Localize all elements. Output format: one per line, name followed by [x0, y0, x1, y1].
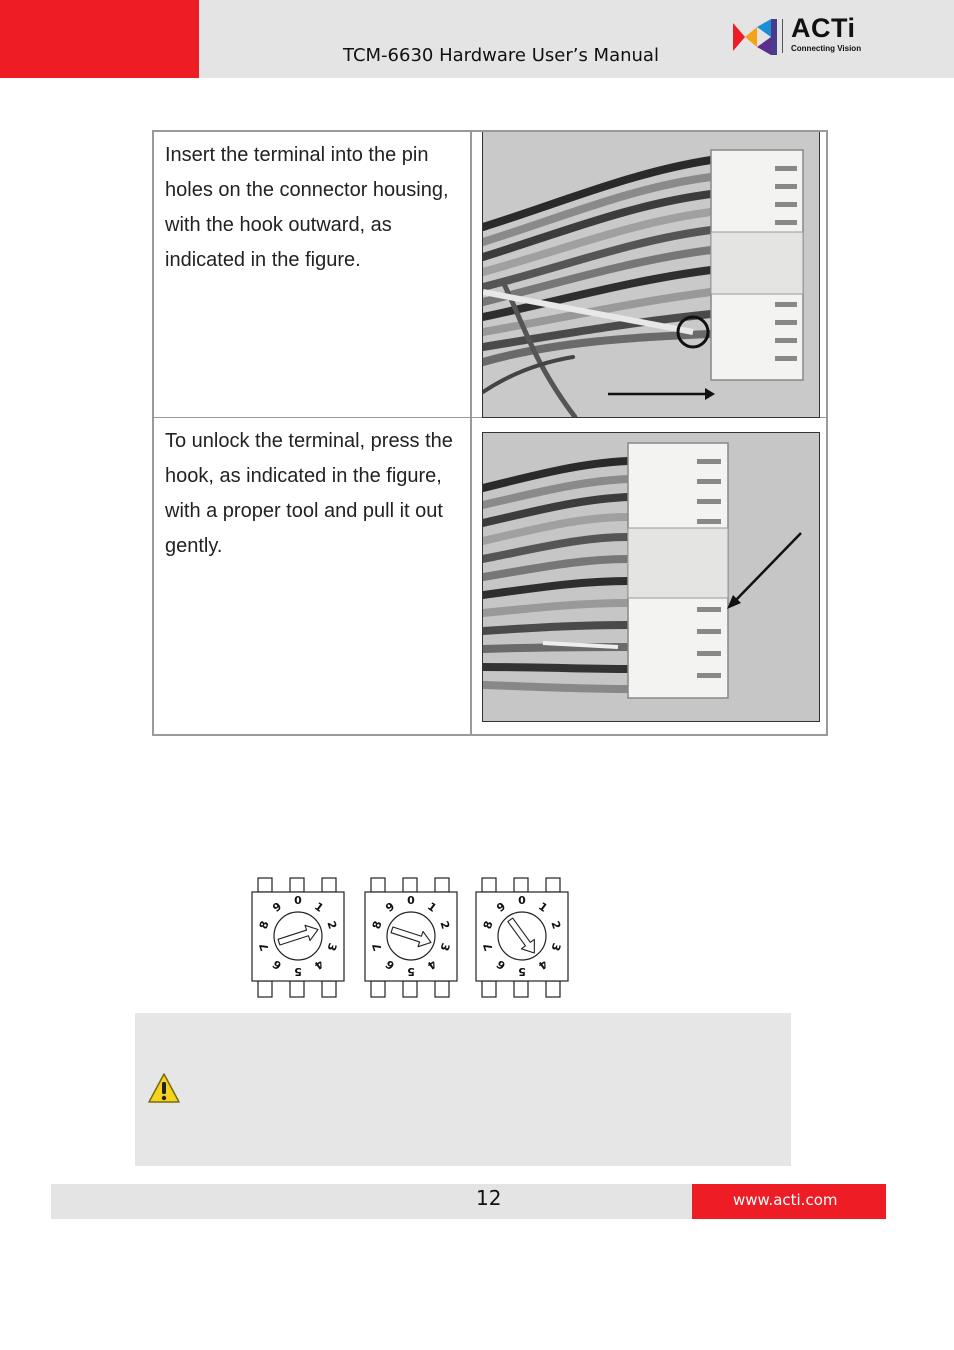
- table-row: [154, 418, 826, 734]
- switch-digit: 2: [548, 919, 564, 931]
- header-red-block: [0, 0, 199, 78]
- switch-digit: 1: [311, 899, 326, 915]
- rotary-switch: [252, 878, 344, 997]
- switch-digit: 4: [311, 957, 326, 973]
- switch-digit: 7: [369, 941, 385, 953]
- switch-digit: 6: [383, 957, 398, 973]
- switch-pin: [322, 981, 336, 997]
- switch-digit: 1: [424, 899, 439, 915]
- switch-digit: 0: [294, 894, 302, 907]
- switch-digit: 4: [535, 957, 550, 973]
- rotary-switch: [365, 878, 457, 997]
- switch-digit: 3: [548, 941, 564, 953]
- switch-digit: 7: [256, 941, 272, 953]
- switch-pin: [482, 981, 496, 997]
- switch-pin: [371, 981, 385, 997]
- switch-pin: [546, 878, 560, 892]
- switch-pin: [482, 878, 496, 892]
- table-row: [154, 132, 826, 418]
- logo-wordmark: ACTi: [791, 13, 856, 43]
- switch-digit: 8: [256, 919, 272, 931]
- switch-pin: [435, 878, 449, 892]
- rotary-switch-diagram: [250, 874, 575, 1000]
- switch-digit: 2: [437, 919, 453, 931]
- switch-digit: 9: [383, 899, 398, 915]
- rotary-switch: [476, 878, 568, 997]
- switch-digit: 8: [480, 919, 496, 931]
- switch-pin: [290, 878, 304, 892]
- switch-pin: [290, 981, 304, 997]
- switch-pin: [258, 878, 272, 892]
- switch-digit: 9: [494, 899, 509, 915]
- switch-digit: 6: [270, 957, 285, 973]
- page-number: 12: [476, 1186, 502, 1210]
- switch-pin: [371, 878, 385, 892]
- switch-digit: 3: [324, 941, 340, 953]
- switch-digit: 3: [437, 941, 453, 953]
- switch-pin: [435, 981, 449, 997]
- switch-digit: 5: [407, 965, 415, 978]
- connector-unlock-photo: [482, 432, 820, 722]
- switch-digit: 7: [480, 941, 496, 953]
- switch-digit: 5: [294, 965, 302, 978]
- acti-logo-icon: [731, 17, 781, 57]
- switch-digit: 4: [424, 957, 439, 973]
- switch-pin: [514, 878, 528, 892]
- switch-pin: [546, 981, 560, 997]
- switch-digit: 1: [535, 899, 550, 915]
- footer-bar: [51, 1184, 692, 1219]
- manual-title: TCM-6630 Hardware User’s Manual: [343, 45, 659, 66]
- switch-digit: 5: [518, 965, 526, 978]
- switch-pin: [514, 981, 528, 997]
- switch-pin: [258, 981, 272, 997]
- switch-digit: 0: [518, 894, 526, 907]
- switch-pin: [322, 878, 336, 892]
- caution-box: [135, 1013, 791, 1166]
- switch-pin: [403, 878, 417, 892]
- switch-digit: 0: [407, 894, 415, 907]
- connector-insert-photo: [482, 132, 820, 418]
- logo-divider: [782, 19, 783, 53]
- step-insert-text: Insert the terminal into the pin holes on the connector housing, with the hook outward, as indicated in the figure.: [165, 144, 449, 271]
- switch-digit: 6: [494, 957, 509, 973]
- warning-icon: [147, 1071, 181, 1105]
- website-link[interactable]: www.acti.com: [733, 1191, 838, 1209]
- step-unlock-text: To unlock the terminal, press the hook, as indicated in the figure, with a proper tool and pull it out gently.: [165, 430, 453, 557]
- switch-digit: 2: [324, 919, 340, 931]
- switch-digit: 8: [369, 919, 385, 931]
- switch-digit: 9: [270, 899, 285, 915]
- switch-pin: [403, 981, 417, 997]
- steps-table: [152, 130, 828, 736]
- logo-tagline: Connecting Vision: [791, 44, 862, 53]
